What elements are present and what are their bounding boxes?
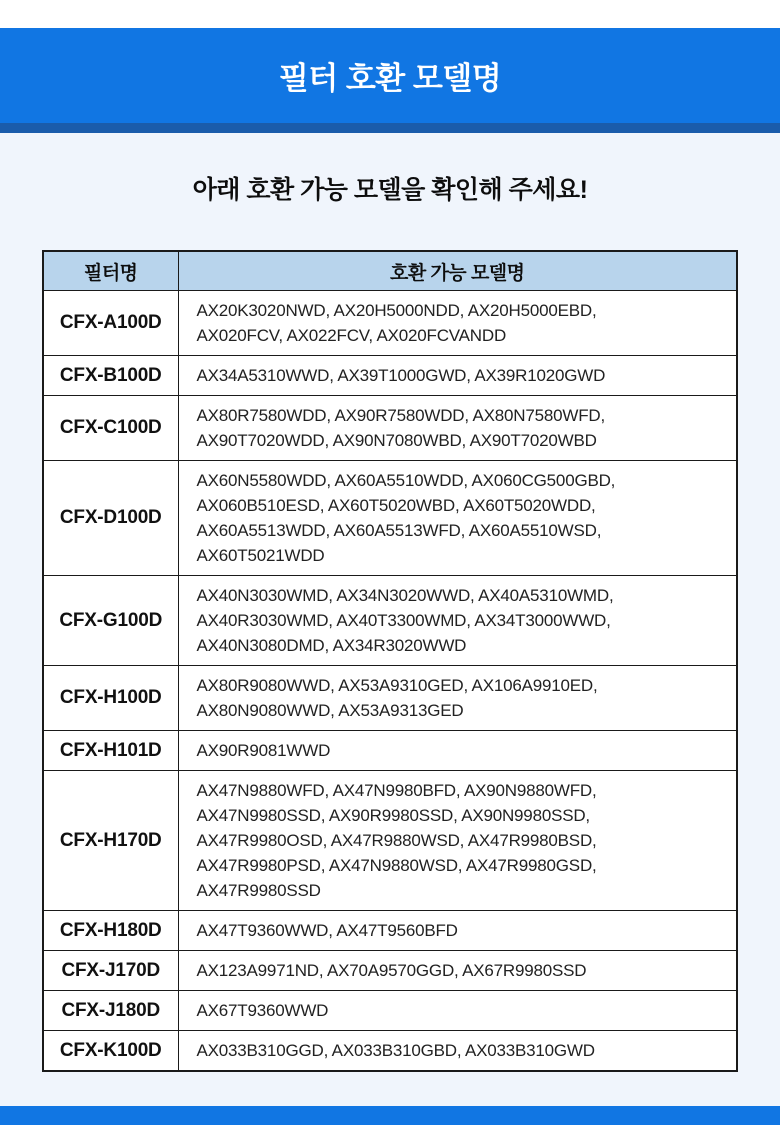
header-banner — [0, 28, 780, 123]
compatible-models-cell: AX67T9360WWD — [178, 991, 737, 1031]
table-row — [43, 396, 737, 461]
table-row — [43, 291, 737, 356]
table-row — [43, 951, 737, 991]
table-header — [43, 251, 737, 291]
column-header-compatible-models: 호환 가능 모델명 — [178, 251, 737, 291]
content-area — [0, 133, 780, 1106]
table-row — [43, 356, 737, 396]
table-row — [43, 911, 737, 951]
compatible-models-cell: AX033B310GGD, AX033B310GBD, AX033B310GWD — [178, 1031, 737, 1072]
compatible-models-cell: AX34A5310WWD, AX39T1000GWD, AX39R1020GWD — [178, 356, 737, 396]
subtitle-text: 아래 호환 가능 모델을 확인해 주세요! — [192, 176, 588, 204]
filter-name-cell: CFX-H180D — [43, 911, 178, 951]
compatible-models-cell: AX47T9360WWD, AX47T9560BFD — [178, 911, 737, 951]
filter-name-cell: CFX-D100D — [43, 461, 178, 576]
header-accent-strip — [0, 123, 780, 133]
table-row — [43, 1031, 737, 1072]
filter-name-cell: CFX-B100D — [43, 356, 178, 396]
table-row — [43, 731, 737, 771]
table-header-row — [43, 251, 737, 291]
compatible-models-cell: AX80R7580WDD, AX90R7580WDD, AX80N7580WFD, AX90T7020WDD, AX90N7080WBD, AX90T7020WBD — [178, 396, 737, 461]
top-margin — [0, 0, 780, 28]
filter-name-cell: CFX-J180D — [43, 991, 178, 1031]
table-row — [43, 461, 737, 576]
footer-accent-bar — [0, 1106, 780, 1125]
filter-name-cell: CFX-C100D — [43, 396, 178, 461]
compatible-models-cell: AX80R9080WWD, AX53A9310GED, AX106A9910ED, AX80N9080WWD, AX53A9313GED — [178, 666, 737, 731]
table-body — [43, 291, 737, 1072]
compatible-models-cell: AX123A9971ND, AX70A9570GGD, AX67R9980SSD — [178, 951, 737, 991]
filter-name-cell: CFX-H170D — [43, 771, 178, 911]
compatible-models-cell: AX40N3030WMD, AX34N3020WWD, AX40A5310WMD, AX40R3030WMD, AX40T3300WMD, AX34T3000WWD, AX40N3080DMD, AX34R3020WWD — [178, 576, 737, 666]
table-row — [43, 991, 737, 1031]
table-row — [43, 771, 737, 911]
table-row — [43, 576, 737, 666]
filter-name-cell: CFX-A100D — [43, 291, 178, 356]
column-header-filter-name: 필터명 — [43, 251, 178, 291]
compatible-models-cell: AX90R9081WWD — [178, 731, 737, 771]
filter-name-cell: CFX-J170D — [43, 951, 178, 991]
filter-name-cell: CFX-H101D — [43, 731, 178, 771]
compatibility-table — [42, 250, 738, 1072]
filter-name-cell: CFX-K100D — [43, 1031, 178, 1072]
filter-name-cell: CFX-G100D — [43, 576, 178, 666]
page-title: 필터 호환 모델명 — [278, 61, 502, 96]
compatible-models-cell: AX20K3020NWD, AX20H5000NDD, AX20H5000EBD, AX020FCV, AX022FCV, AX020FCVANDD — [178, 291, 737, 356]
filter-name-cell: CFX-H100D — [43, 666, 178, 731]
compatible-models-cell: AX47N9880WFD, AX47N9980BFD, AX90N9880WFD, AX47N9980SSD, AX90R9980SSD, AX90N9980SSD, AX47R9980OSD, AX47R9880WSD, AX47R9980BSD, AX47R9980PSD, AX47N9880WSD, AX47R9980GSD, AX47R9980SSD — [178, 771, 737, 911]
compatible-models-cell: AX60N5580WDD, AX60A5510WDD, AX060CG500GBD, AX060B510ESD, AX60T5020WBD, AX60T5020WDD, AX60A5513WDD, AX60A5513WFD, AX60A5510WSD, AX60T5021WDD — [178, 461, 737, 576]
table-row — [43, 666, 737, 731]
